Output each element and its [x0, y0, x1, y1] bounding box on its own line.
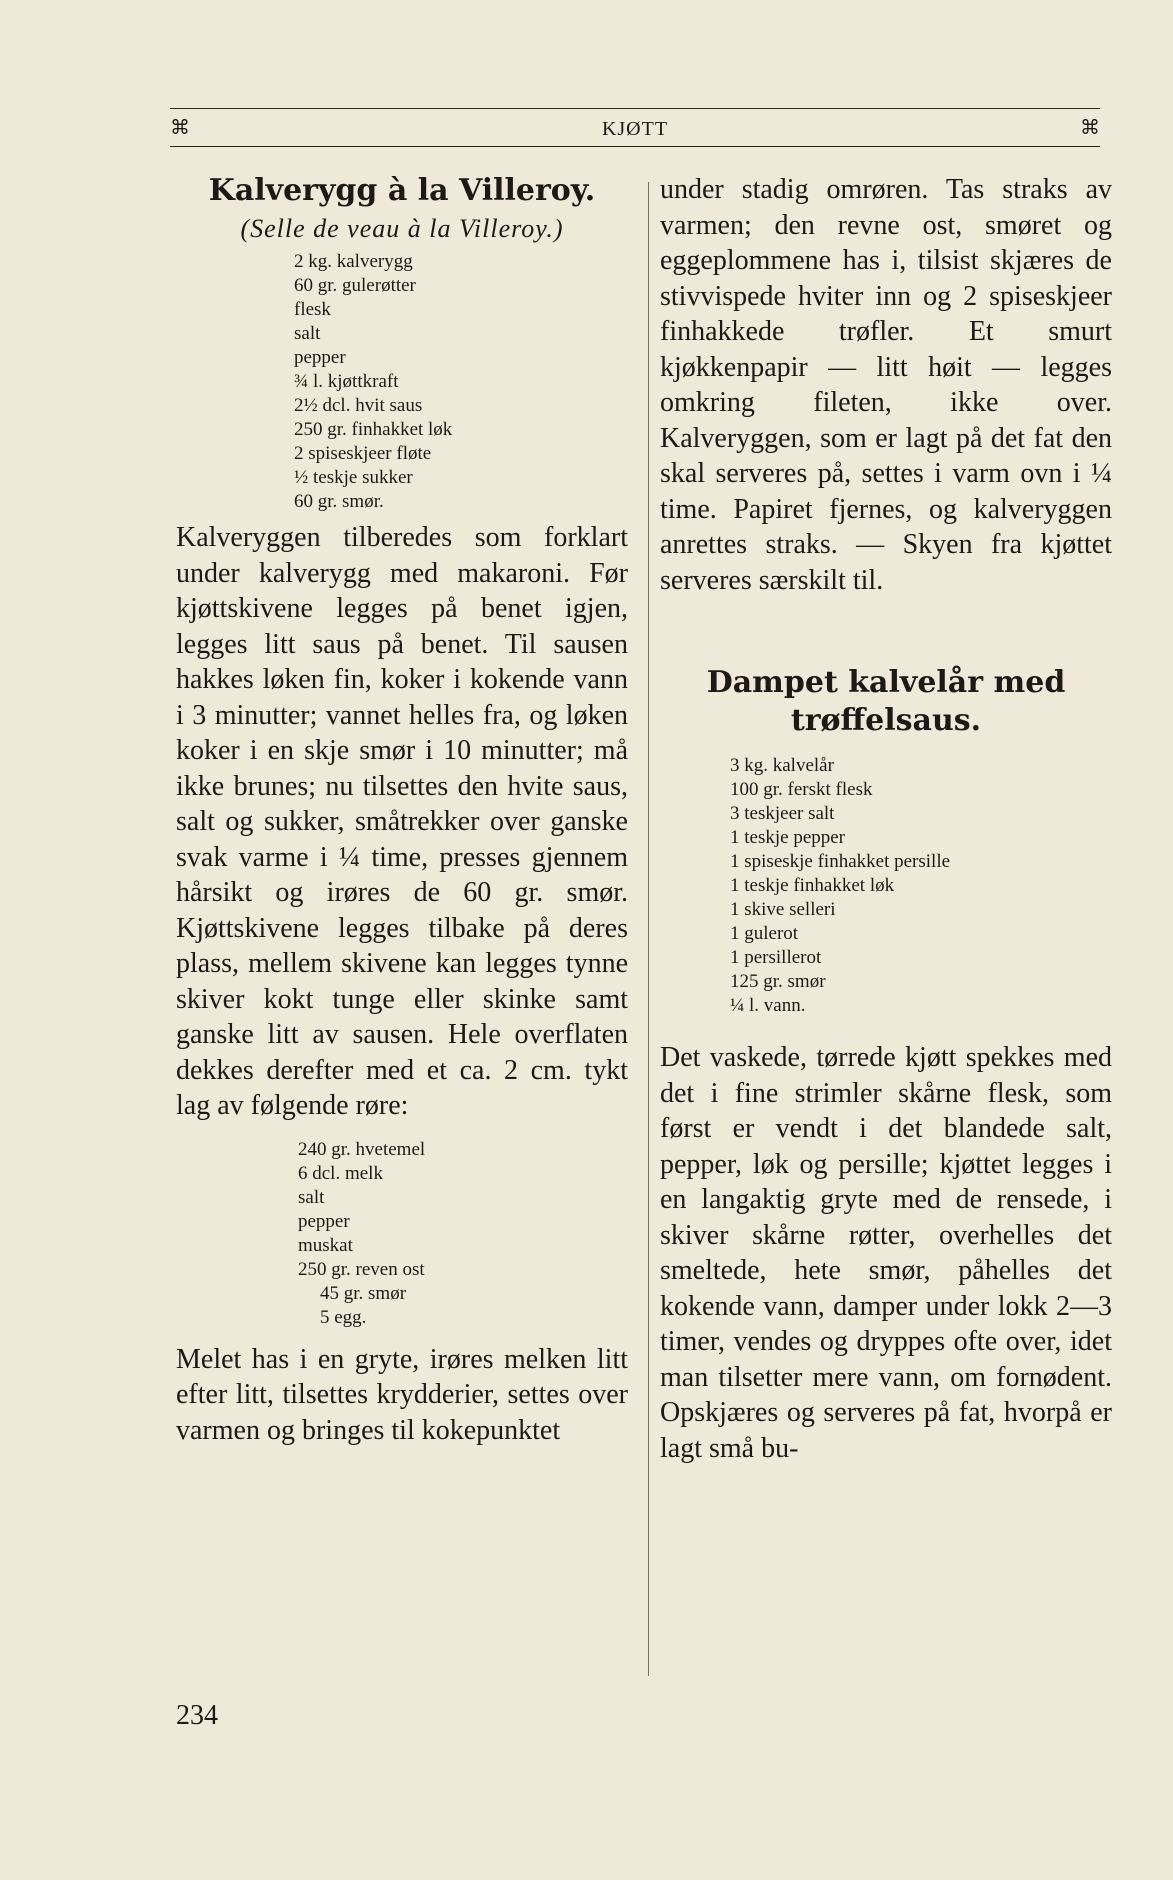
ingredient: ½ teskje sukker: [294, 467, 413, 488]
ornament-left-icon: ⌘: [170, 115, 190, 139]
ingredient: salt: [298, 1186, 325, 1208]
ingredient: 240 gr. hvetemel: [298, 1138, 426, 1160]
ingredient: pepper: [298, 1210, 350, 1232]
recipe1-batter-method: Melet has i en gryte, irøres melken litt efter litt, tilsettes krydderier, settes over varmen og bringes til kokepunktet: [176, 1343, 628, 1446]
ornament-right-icon: ⌘: [1080, 115, 1100, 139]
running-header: [170, 108, 1100, 148]
left-column: [176, 172, 628, 1448]
recipe1-method-continued: under stadig omrøren. Tas straks av varmen; den revne ost, smøret og eggeplommene has i, tilsist skjæres de stivvispede hviter inn og 2 spiseskjeer finhakkede trøfler. Et smurt kjøkkenpapir — litt høit — legges omkring fileten, ikke over. Kalveryggen, som er lagt på det fat den skal serveres på, settes i varm ovn i ¼ time. Papiret fjernes, og kalveryggen anrettes straks. — Skyen fra kjøttet serveres særskilt til.: [660, 174, 1112, 596]
ingredient: 2 kg. kalverygg: [294, 251, 413, 272]
ingredient: muskat: [298, 1234, 353, 1256]
ingredient: 5 egg.: [320, 1306, 367, 1328]
ingredient: 1 gulerot: [730, 923, 799, 944]
header-rule-bottom: [170, 146, 1100, 147]
column-divider: [648, 182, 649, 1676]
ingredient: 6 dcl. melk: [298, 1162, 383, 1184]
ingredient: 1 persillerot: [730, 947, 822, 968]
ingredient: 3 kg. kalvelår: [730, 755, 834, 776]
recipe1-method: Kalveryggen tilberedes som forklart under kalverygg med makaroni. Før kjøttskivene legges på benet igjen, legges litt saus på benet. Til sausen hakkes løken fin, koker i kokende vann i 3 minutter; vannet helles fra, og løken koker i en skje smør i 10 minutter; må ikke brunes; nu tilsettes den hvite saus, salt og sukker, småtrekker over ganske svak varme i ¼ time, presses gjennem hårsikt og irøres de 60 gr. smør. Kjøttskivene legges tilbake på deres plass, mellem skivene kan legges tynne skiver kokt tunge eller skinke samt ganske litt av sausen. Hele overflaten dekkes derefter med et ca. 2 cm. tykt lag av følgende røre:: [176, 522, 628, 1121]
recipe2-title: Dampet kalvelår med trøffelsaus.: [706, 665, 1066, 738]
ingredient: 2 spiseskjeer fløte: [294, 443, 432, 464]
recipe1-subtitle: (Selle de veau à la Villeroy.): [240, 214, 564, 243]
ingredient: pepper: [294, 347, 346, 368]
ingredient: 1 skive selleri: [730, 899, 836, 920]
ingredient: 1 spiseskje finhakket persille: [730, 851, 951, 872]
recipe1-title: Kalverygg à la Villeroy.: [208, 173, 596, 208]
ingredient: 60 gr. gulerøtter: [294, 275, 416, 296]
ingredient: 2½ dcl. hvit saus: [294, 395, 423, 416]
ingredient: 1 teskje pepper: [730, 827, 846, 848]
ingredient: salt: [294, 323, 321, 344]
ingredient: 45 gr. smør: [320, 1282, 407, 1304]
header-title: KJØTT: [601, 118, 669, 140]
ingredient: 3 teskjeer salt: [730, 803, 835, 824]
recipe1-ingredients: [294, 250, 628, 514]
ingredient: ¼ l. vann.: [730, 995, 806, 1016]
right-column: [660, 172, 1112, 1466]
ingredient: 250 gr. finhakket løk: [294, 419, 453, 440]
ingredient: flesk: [294, 299, 331, 320]
ingredient: 250 gr. reven ost: [298, 1258, 425, 1280]
ingredient: ¾ l. kjøttkraft: [294, 371, 399, 392]
recipe1-batter-ingredients: [298, 1138, 628, 1330]
ingredient: 125 gr. smør: [730, 971, 826, 992]
ingredient: 60 gr. smør.: [294, 491, 384, 512]
header-rule-top: [170, 108, 1100, 109]
page-number: 234: [176, 1700, 218, 1731]
recipe2-method: Det vaskede, tørrede kjøtt spekkes med det i fine strimler skårne flesk, som først er vendt i det blandede salt, pepper, løk og persille; kjøttet legges i en langaktig gryte med de rensede, i skiver skårne røtter, overhelles det smeltede, hete smør, påhelles det kokende vann, damper under lokk 2—3 timer, vendes og dryppes ofte over, idet man tilsetter mere vann, om fornødent. Opskjæres og serveres på fat, hvorpå er lagt små bu-: [660, 1042, 1112, 1464]
ingredient: 1 teskje finhakket løk: [730, 875, 895, 896]
ingredient: 100 gr. ferskt flesk: [730, 779, 873, 800]
recipe2-ingredients: [730, 754, 1112, 1018]
